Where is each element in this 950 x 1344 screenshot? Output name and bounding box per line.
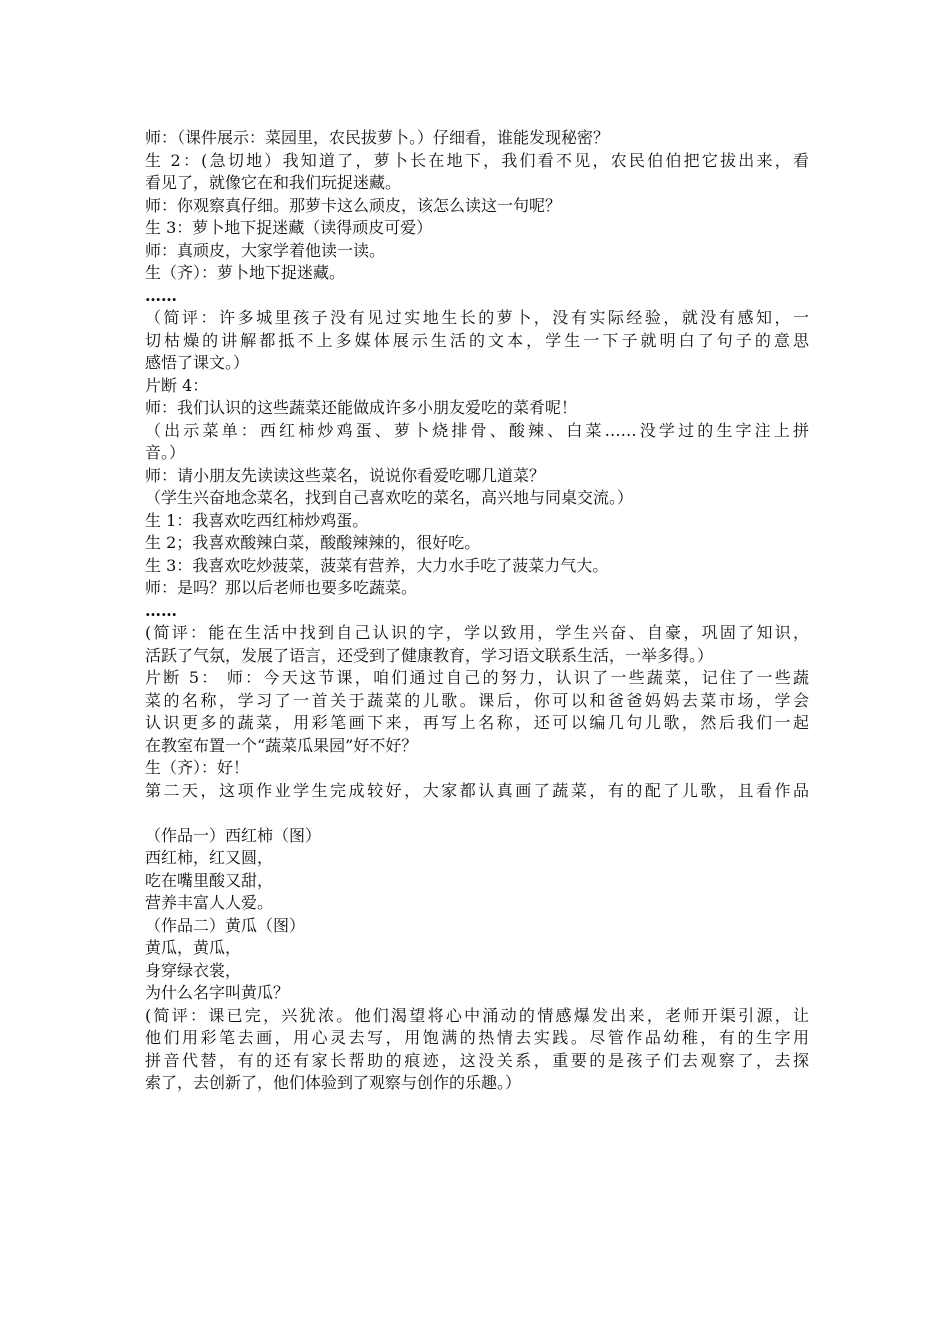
- dialogue-line: 生 3：萝卜地下捉迷藏（读得顽皮可爱）: [145, 218, 433, 237]
- narration-line: 第二天，这项作业学生完成较好，大家都认真画了蔬菜，有的配了儿歌，且看作品: [145, 780, 809, 800]
- comment-line: (简评：能在生活中找到自己认识的字，学以致用，学生兴奋、自豪，巩固了知识，: [145, 623, 809, 642]
- dialogue-line: 师：你观察真仔细。那萝卡这么顽皮，该怎么读这一句呢？: [145, 195, 562, 215]
- dialogue-line: 生 2；我喜欢酸辣白菜，酸酸辣辣的，很好吃。: [145, 533, 481, 552]
- dialogue-line: 生（齐）：好！: [145, 758, 250, 777]
- poem-line: 身穿绿衣裳，: [145, 960, 242, 980]
- dialogue-line: 生（齐）：萝卜地下捉迷藏。: [145, 263, 346, 282]
- poem-line: 营养丰富人人爱。: [145, 893, 274, 912]
- poem-line: 为什么名字叫黄瓜？: [145, 983, 290, 1002]
- ellipsis-line: ……: [145, 285, 177, 305]
- comment-line: （简评：许多城里孩子没有见过实地生长的萝卜，没有实际经验，就没有感知，一: [145, 308, 809, 327]
- dialogue-line: 菜的名称，学习了一首关于蔬菜的儿歌。课后，你可以和爸爸妈妈去菜市场，学会: [145, 690, 809, 710]
- work-title: （作品二）黄瓜（图）: [145, 915, 306, 935]
- document-page: [145, 127, 809, 1095]
- blank-line: [145, 802, 809, 825]
- poem-line: 黄瓜，黄瓜，: [145, 938, 242, 957]
- dialogue-line: 师：是吗？那以后老师也要多吃蔬菜。: [145, 578, 418, 597]
- dialogue-line: 师：我们认识的这些蔬菜还能做成许多小朋友爱吃的菜肴呢！: [145, 398, 578, 417]
- dialogue-line: 生 2：(急切地）我知道了，萝卜长在地下，我们看不见，农民伯伯把它拔出来，看: [145, 150, 809, 170]
- dialogue-line: 认识更多的蔬菜，用彩笔画下来，再写上名称，还可以编几句儿歌，然后我们一起: [145, 713, 809, 732]
- comment-line: 感悟了课文。）: [145, 353, 250, 372]
- dialogue-line: 师：请小朋友先读读这些菜名，说说你看爱吃哪几道菜？: [145, 465, 546, 485]
- dialogue-line: 在教室布置一个“蔬菜瓜果园”好不好？: [145, 735, 418, 755]
- comment-line: 活跃了气氛，发展了语言，还受到了健康教育，学习语文联系生活，一举多得。）: [145, 645, 714, 665]
- poem-line: 西红柿，红又圆，: [145, 848, 274, 867]
- dialogue-line: 音。）: [145, 443, 186, 462]
- comment-line: 拼音代替，有的还有家长帮助的痕迹，这没关系，重要的是孩子们去观察了，去探: [145, 1050, 809, 1070]
- dialogue-line: 看见了，就像它在和我们玩捉迷藏。: [145, 173, 402, 192]
- comment-line: (简评：课已完，兴犹浓。他们渴望将心中涌动的情感爆发出来，老师开渠引源，让: [145, 1005, 809, 1025]
- comment-line: 切枯燥的讲解都抵不上多媒体展示生活的文本，学生一下子就明白了句子的意思: [145, 330, 809, 350]
- comment-line: 他们用彩笔去画，用心灵去写，用饱满的热情去实践。尽管作品幼稚，有的生字用: [145, 1028, 809, 1047]
- dialogue-line: 师：（课件展示：菜园里，农民拔萝卜。）仔细看，谁能发现秘密？: [145, 128, 610, 147]
- dialogue-line: 生 1：我喜欢吃西红柿炒鸡蛋。: [145, 510, 369, 530]
- dialogue-line: 片断 5： 师：今天这节课，咱们通过自己的努力，认识了一些蔬菜，记住了一些蔬: [145, 668, 809, 687]
- ellipsis-line: ……: [145, 600, 177, 620]
- comment-line: 索了，去创新了，他们体验到了观察与创作的乐趣。）: [145, 1073, 522, 1092]
- dialogue-line: 师：真顽皮，大家学着他读一读。: [145, 240, 386, 260]
- dialogue-line: 生 3：我喜欢吃炒菠菜，菠菜有营养，大力水手吃了菠菜力气大。: [145, 555, 609, 575]
- work-title: （作品一）西红柿（图）: [145, 825, 322, 845]
- section-heading: 片断 4：: [145, 375, 209, 395]
- dialogue-line: （出示菜单：西红柿炒鸡蛋、萝卜烧排骨、酸辣、白菜……没学过的生字注上拼: [145, 420, 809, 440]
- dialogue-line: （学生兴奋地念菜名，找到自己喜欢吃的菜名，高兴地与同桌交流。）: [145, 488, 634, 507]
- poem-line: 吃在嘴里酸又甜，: [145, 870, 274, 890]
